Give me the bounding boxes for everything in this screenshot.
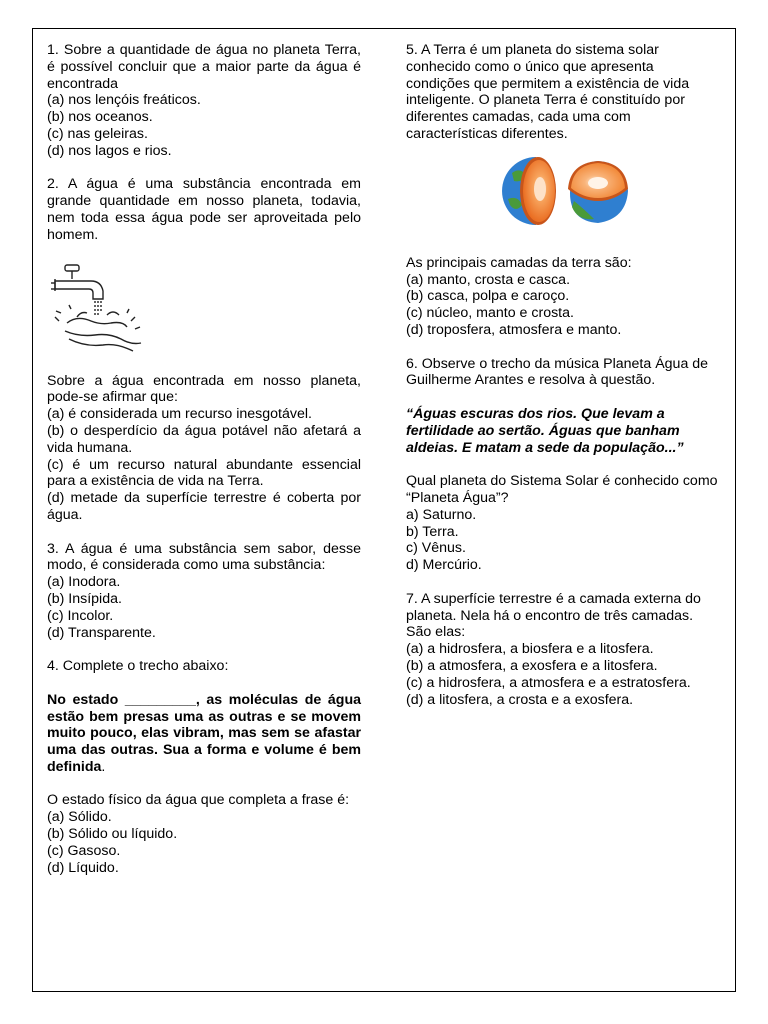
question-3-option-d: (d) Transparente. xyxy=(47,624,156,641)
question-1-option-b: (b) nos oceanos. xyxy=(47,109,153,126)
question-5-option-b: (b) casca, polpa e caroço. xyxy=(406,288,570,305)
question-2-stem: 2. A água é uma substância encontrada em grande quantidade em nosso planeta, todavia, nem toda essa água pode ser aproveitada pelo homem. xyxy=(47,176,361,243)
question-3 xyxy=(47,541,361,642)
question-3-option-b: (b) Insípida. xyxy=(47,590,122,607)
question-2-option-d: (d) metade da superfície terrestre é coberta por água. xyxy=(47,490,361,523)
question-5 xyxy=(406,42,718,143)
question-7-option-c: (c) a hidrosfera, a atmosfera e a estratosfera. xyxy=(406,674,691,691)
question-1-option-d: (d) nos lagos e rios. xyxy=(47,142,172,159)
question-4-passage xyxy=(47,692,361,776)
question-2-option-b: (b) o desperdício da água potável não afetará a vida humana. xyxy=(47,422,361,456)
question-7 xyxy=(406,591,718,709)
faucet-icon xyxy=(47,261,157,355)
earth-layers-image xyxy=(500,153,718,229)
question-2 xyxy=(47,176,361,243)
question-2-option-a: (a) é considerada um recurso inesgotável. xyxy=(47,406,312,423)
question-4-answers xyxy=(47,792,361,876)
question-1 xyxy=(47,42,361,160)
question-3-option-a: (a) Inodora. xyxy=(47,574,121,591)
question-6-quote: “Águas escuras dos rios. Que levam a fertilidade ao sertão. Águas que banham aldeias. E matam a sede da população...” xyxy=(406,405,684,456)
right-column xyxy=(406,42,718,725)
question-4-option-b: (b) Sólido ou líquido. xyxy=(47,826,178,843)
question-3-option-c: (c) Incolor. xyxy=(47,607,114,624)
question-6-quote-block xyxy=(406,406,718,456)
question-4-option-a: (a) Sólido. xyxy=(47,809,112,826)
question-5-option-a: (a) manto, crosta e casca. xyxy=(406,271,571,288)
question-2-answers xyxy=(47,373,361,524)
question-7-option-d: (d) a litosfera, a crosta e a exosfera. xyxy=(406,691,634,708)
question-3-stem: 3. A água é uma substância sem sabor, desse modo, é considerada como uma substância: xyxy=(47,540,361,574)
faucet-hand-washing-image xyxy=(47,261,361,355)
question-6-option-a: a) Saturno. xyxy=(406,506,477,523)
question-6 xyxy=(406,356,718,390)
question-2-option-c: (c) é um recurso natural abundante essencial para a existência de vida na Terra. xyxy=(47,456,361,490)
question-6-stem: 6. Observe o trecho da música Planeta Água de Guilherme Arantes e resolva à questão. xyxy=(406,355,709,389)
left-column xyxy=(47,42,361,893)
question-6-prompt: Qual planeta do Sistema Solar é conhecido como “Planeta Água”? xyxy=(406,473,718,506)
question-7-option-a: (a) a hidrosfera, a biosfera e a litosfera. xyxy=(406,641,654,658)
question-1-option-c: (c) nas geleiras. xyxy=(47,125,148,142)
question-5-stem: 5. A Terra é um planeta do sistema solar conhecido como o único que apresenta condições que permitem a existência de vida inteligente. O planeta Terra é constituído por diferentes camadas, cada uma com características diferentes. xyxy=(406,42,690,142)
question-4-option-c: (c) Gasoso. xyxy=(47,842,121,859)
question-2-prompt: Sobre a água encontrada em nosso planeta, pode-se afirmar que: xyxy=(47,372,361,406)
question-4-passage-end: . xyxy=(101,758,106,775)
question-6-option-d: d) Mercúrio. xyxy=(406,557,482,574)
question-1-option-a: (a) nos lençóis freáticos. xyxy=(47,92,201,109)
question-5-prompt: As principais camadas da terra são: xyxy=(406,254,632,271)
question-4-passage-text: No estado _________, as moléculas de água estão bem presas uma as outras e se movem muito pouco, elas vibram, mas sem se afastar uma das outras. Sua a forma e volume é bem definida xyxy=(47,691,361,775)
question-5-option-c: (c) núcleo, manto e crosta. xyxy=(406,305,574,322)
question-6-option-b: b) Terra. xyxy=(406,523,459,540)
question-4-option-d: (d) Líquido. xyxy=(47,859,119,876)
question-7-option-b: (b) a atmosfera, a exosfera e a litosfera. xyxy=(406,657,658,674)
question-7-stem: 7. A superfície terrestre é a camada externa do planeta. Nela há o encontro de três camadas. São elas: xyxy=(406,590,701,641)
earth-layers-icon xyxy=(500,153,630,229)
question-4-stem: 4. Complete o trecho abaixo: xyxy=(47,658,229,675)
question-5-answers xyxy=(406,255,718,339)
question-1-stem: 1. Sobre a quantidade de água no planeta Terra, é possível concluir que a maior parte da água é encontrada xyxy=(47,42,361,92)
question-4 xyxy=(47,658,361,675)
question-5-option-d: (d) troposfera, atmosfera e manto. xyxy=(406,321,622,338)
question-6-answers xyxy=(406,473,718,574)
question-6-option-c: c) Vênus. xyxy=(406,540,466,557)
question-4-prompt: O estado físico da água que completa a frase é: xyxy=(47,792,350,809)
